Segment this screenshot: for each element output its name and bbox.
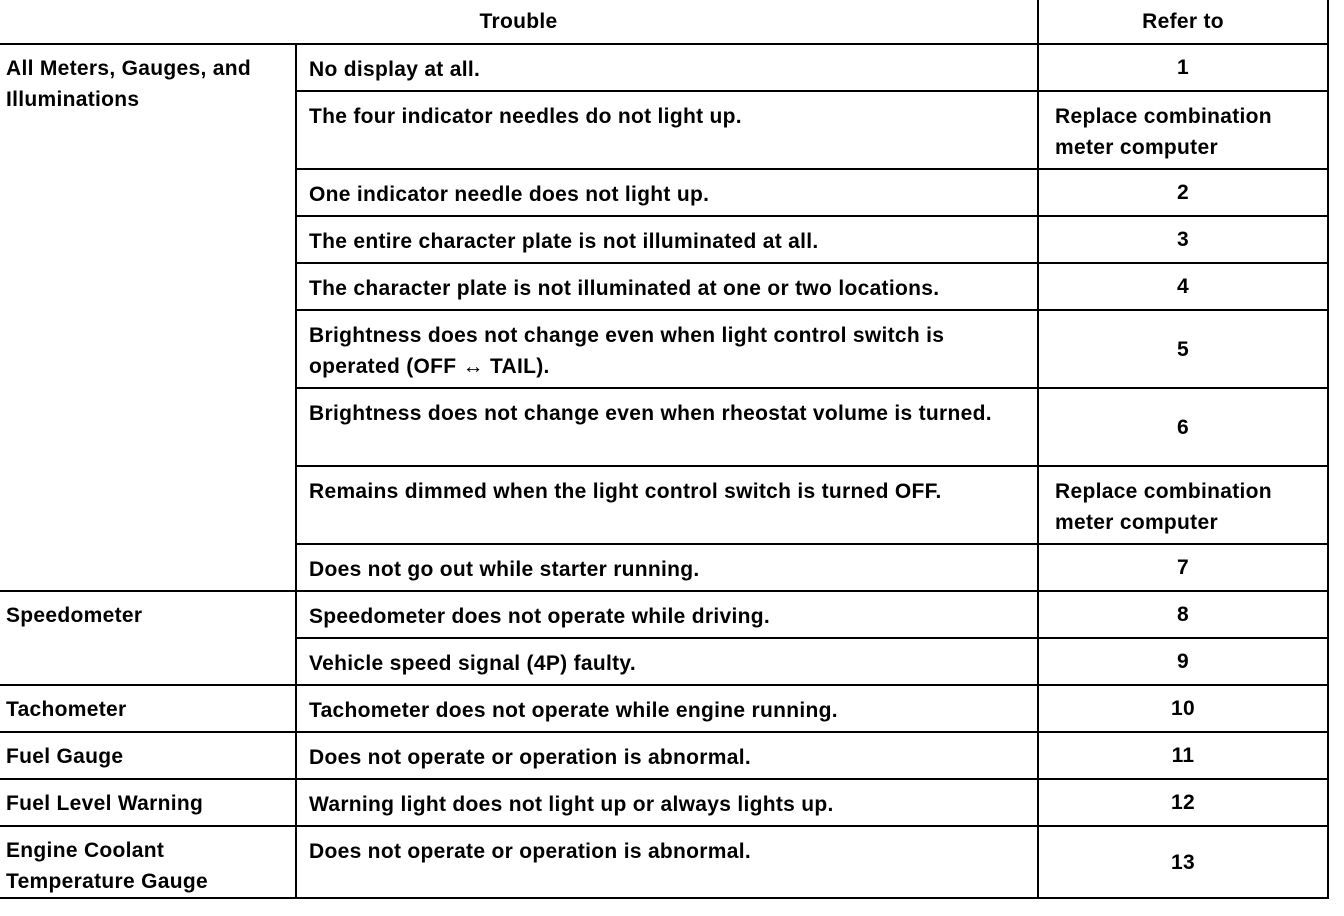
symptom-cell: Tachometer bbox=[0, 685, 296, 732]
refer-cell: 5 bbox=[1038, 310, 1328, 388]
refer-cell: 10 bbox=[1038, 685, 1328, 732]
refer-cell: 11 bbox=[1038, 732, 1328, 779]
refer-cell: 7 bbox=[1038, 544, 1328, 591]
refer-cell: Replace combination meter computer bbox=[1038, 466, 1328, 544]
symptom-cell: Engine Coolant Temperature Gauge bbox=[0, 826, 296, 898]
symptom-cell: All Meters, Gauges, and Illuminations bbox=[0, 44, 296, 591]
refer-cell: 2 bbox=[1038, 169, 1328, 216]
trouble-cell: Remains dimmed when the light control switch is turned OFF. bbox=[296, 466, 1038, 544]
refer-cell: 1 bbox=[1038, 44, 1328, 91]
table-row bbox=[0, 591, 1328, 638]
table-row bbox=[0, 779, 1328, 826]
symptom-cell: Fuel Level Warning bbox=[0, 779, 296, 826]
refer-cell: 8 bbox=[1038, 591, 1328, 638]
symptom-cell: Fuel Gauge bbox=[0, 732, 296, 779]
trouble-cell: Does not go out while starter running. bbox=[296, 544, 1038, 591]
trouble-cell: No display at all. bbox=[296, 44, 1038, 91]
refer-cell: Replace combination meter computer bbox=[1038, 91, 1328, 169]
header-row bbox=[0, 0, 1328, 44]
trouble-cell: Vehicle speed signal (4P) faulty. bbox=[296, 638, 1038, 685]
refer-cell: 6 bbox=[1038, 388, 1328, 466]
table-row bbox=[0, 685, 1328, 732]
refer-cell: 9 bbox=[1038, 638, 1328, 685]
trouble-cell: Warning light does not light up or always lights up. bbox=[296, 779, 1038, 826]
trouble-cell: Brightness does not change even when rheostat volume is turned. bbox=[296, 388, 1038, 466]
trouble-cell: Speedometer does not operate while driving. bbox=[296, 591, 1038, 638]
trouble-cell: Tachometer does not operate while engine running. bbox=[296, 685, 1038, 732]
table-row bbox=[0, 826, 1328, 898]
trouble-cell: The character plate is not illuminated at one or two locations. bbox=[296, 263, 1038, 310]
trouble-cell: Does not operate or operation is abnormal. bbox=[296, 826, 1038, 898]
refer-cell: 4 bbox=[1038, 263, 1328, 310]
table-row bbox=[0, 732, 1328, 779]
trouble-cell: One indicator needle does not light up. bbox=[296, 169, 1038, 216]
trouble-cell: The entire character plate is not illuminated at all. bbox=[296, 216, 1038, 263]
refer-to-header: Refer to bbox=[1038, 0, 1328, 44]
symptom-cell: Speedometer bbox=[0, 591, 296, 685]
trouble-cell: The four indicator needles do not light up. bbox=[296, 91, 1038, 169]
refer-cell: 12 bbox=[1038, 779, 1328, 826]
trouble-header: Trouble bbox=[0, 0, 1038, 44]
trouble-cell: Does not operate or operation is abnormal. bbox=[296, 732, 1038, 779]
refer-cell: 3 bbox=[1038, 216, 1328, 263]
trouble-cell: Brightness does not change even when light control switch is operated (OFF ↔ TAIL). bbox=[296, 310, 1038, 388]
refer-cell: 13 bbox=[1038, 826, 1328, 898]
table-row bbox=[0, 44, 1328, 91]
